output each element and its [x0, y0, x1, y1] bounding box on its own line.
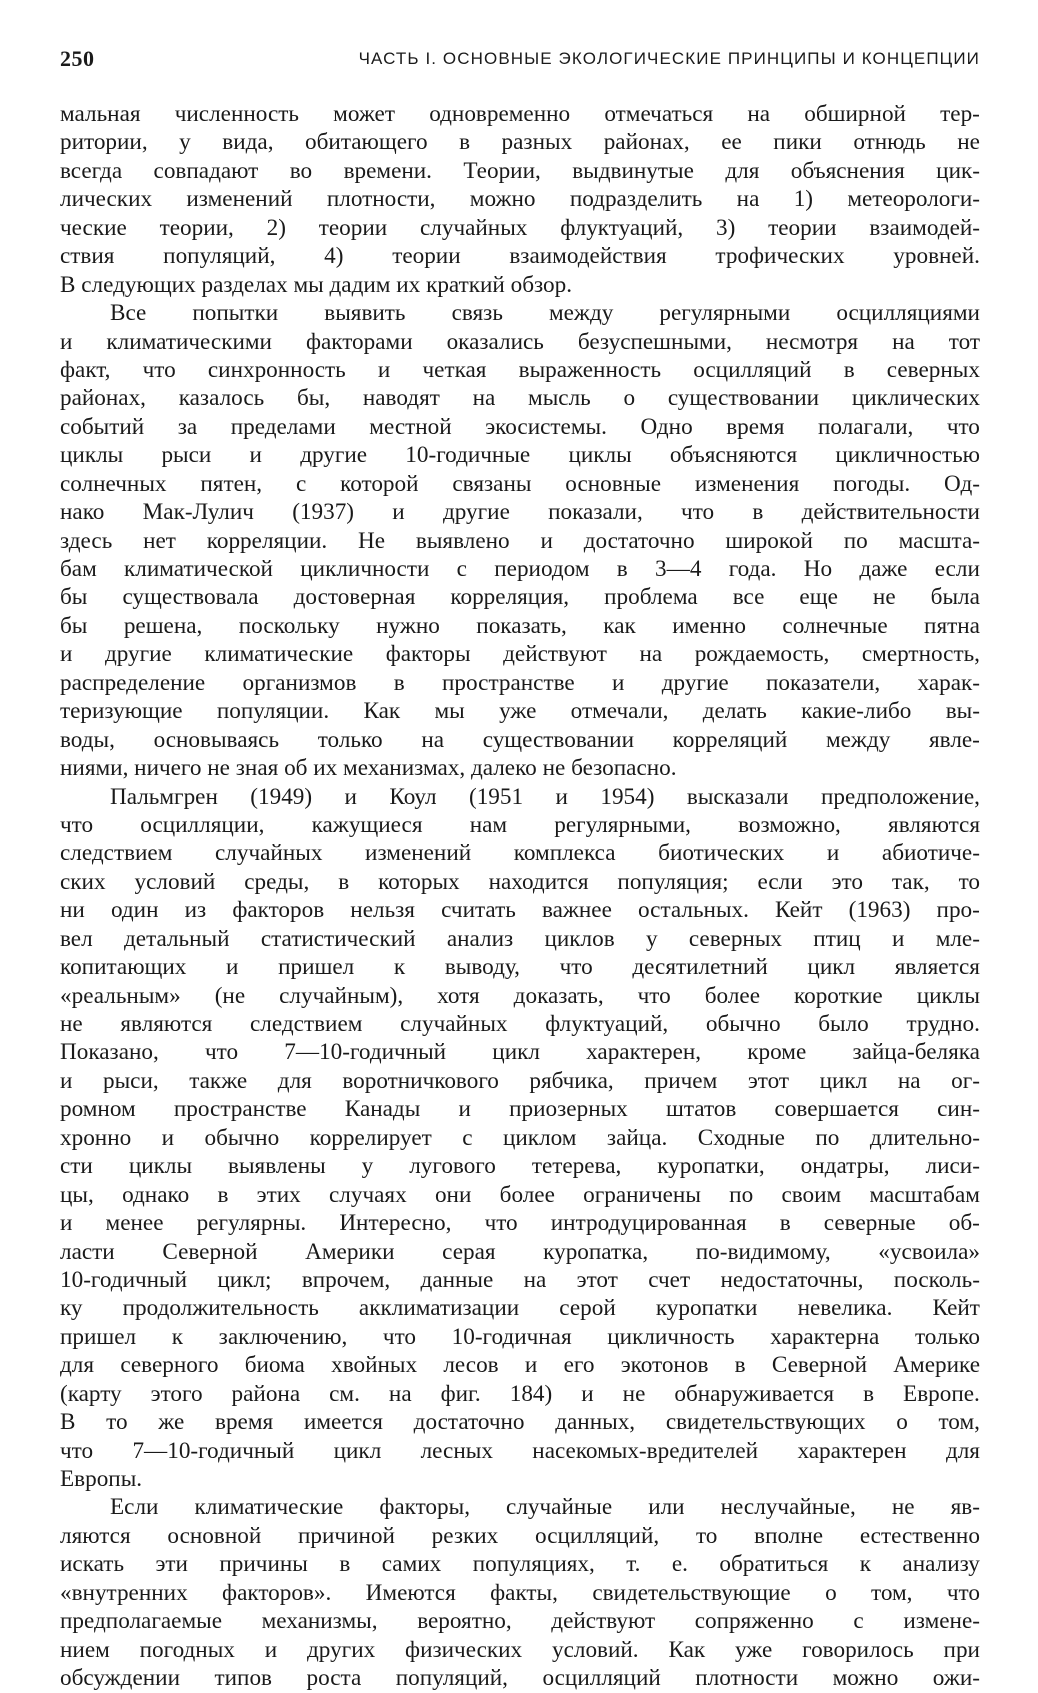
text-line: Показано, что 7—10-годичный цикл характерен, кроме зайца-беляка — [60, 1039, 980, 1066]
text-line: ниями, ничего не зная об их механизмах, далеко не безопасно. — [60, 755, 677, 782]
text-line: В следующих разделах мы дадим их краткий обзор. — [60, 271, 573, 298]
text-line: 10-годичный цикл; впрочем, данные на этот счет недостаточны, посколь- — [60, 1266, 980, 1293]
text-line: не являются следствием случайных флуктуаций, обычно было трудно. — [60, 1011, 980, 1037]
text-line: Европы. — [60, 1466, 143, 1492]
text-line: вел детальный статистический анализ циклов у северных птиц и мле- — [60, 925, 980, 952]
text-line: Пальмгрен (1949) и Коул (1951 и 1954) высказали предположение, — [110, 783, 980, 810]
text-line: ку продолжительность акклиматизации серой куропатки невелика. Кейт — [60, 1295, 980, 1322]
section-title: ЧАСТЬ I. ОСНОВНЫЕ ЭКОЛОГИЧЕСКИЕ ПРИНЦИПЫ И КОНЦЕПЦИИ — [358, 49, 980, 68]
text-line: и климатическими факторами оказались безуспешными, несмотря на тот — [60, 328, 980, 355]
text-line: что осцилляции, кажущиеся нам регулярными, возможно, являются — [60, 811, 980, 838]
running-head — [60, 46, 980, 80]
text-line: для северного биома хвойных лесов и его экотонов в Северной Америке — [60, 1352, 980, 1379]
text-line: теризующие популяции. Как мы уже отмечали, делать какие-либо вы- — [60, 698, 980, 725]
page-number: 250 — [60, 46, 95, 71]
text-line: бам климатической цикличности с периодом в 3—4 года. Но даже если — [60, 556, 980, 582]
body-text — [60, 100, 980, 1693]
text-line: факт, что синхронность и четкая выраженность осцилляций в северных — [60, 356, 980, 383]
text-line: ческие теории, 2) теории случайных флуктуаций, 3) теории взаимодей- — [60, 214, 980, 241]
text-line: сти циклы выявлены у лугового тетерева, куропатки, ондатры, лиси- — [60, 1153, 980, 1180]
text-line: «внутренних факторов». Имеются факты, свидетельствующие о том, что — [60, 1579, 980, 1606]
text-line: Если климатические факторы, случайные или неслучайные, не яв- — [110, 1494, 980, 1521]
text-line: ритории, у вида, обитающего в разных районах, ее пики отнюдь не — [60, 129, 980, 156]
text-line: копитающих и пришел к выводу, что десятилетний цикл является — [60, 954, 980, 981]
text-line: мальная численность может одновременно отмечаться на обширной тер- — [60, 101, 980, 127]
text-line: В то же время имеется достаточно данных, свидетельствующих о том, — [60, 1409, 980, 1436]
text-line: нако Мак-Лулич (1937) и другие показали, что в действительности — [60, 499, 980, 526]
text-line: лических изменений плотности, можно подразделить на 1) метеорологи- — [60, 186, 980, 213]
text-line: ромном пространстве Канады и приозерных штатов совершается син- — [60, 1096, 980, 1123]
text-line: распределение организмов в пространстве и другие показатели, харак- — [60, 669, 980, 696]
text-line: ствия популяций, 4) теории взаимодействия трофических уровней. — [60, 243, 980, 270]
text-line: искать эти причины в самих популяциях, т. е. обратиться к анализу — [60, 1551, 980, 1578]
text-line: ласти Северной Америки серая куропатка, по-видимому, «усвоила» — [60, 1238, 980, 1265]
text-line: цы, однако в этих случаях они более ограничены по своим масштабам — [60, 1181, 980, 1208]
text-line: всегда совпадают во времени. Теории, выдвинутые для объяснения цик- — [60, 157, 980, 184]
text-line: обсуждении типов роста популяций, осцилляций плотности можно ожи- — [60, 1665, 980, 1692]
text-line: предполагаемые механизмы, вероятно, действуют сопряженно с измене- — [60, 1608, 980, 1635]
text-line: ни один из факторов нельзя считать важнее остальных. Кейт (1963) про- — [60, 897, 980, 924]
text-line: районах, казалось бы, наводят на мысль о существовании циклических — [60, 385, 980, 412]
text-line: Все попытки выявить связь между регулярными осцилляциями — [110, 300, 980, 327]
text-line: здесь нет корреляции. Не выявлено и достаточно широкой по масшта- — [60, 527, 980, 554]
text-line: и рыси, также для воротничкового рябчика, причем этот цикл на ог- — [60, 1067, 980, 1094]
text-line: воды, основываясь только на существовании корреляций между явле- — [60, 726, 980, 753]
text-line: нием погодных и других физических условий. Как уже говорилось при — [60, 1636, 980, 1663]
text-line: событий за пределами местной экосистемы. Одно время полагали, что — [60, 413, 980, 440]
text-line: ляются основной причиной резких осцилляций, то вполне естественно — [60, 1522, 980, 1549]
text-line: хронно и обычно коррелирует с циклом зайца. Сходные по длительно- — [60, 1124, 980, 1151]
text-line: бы решена, поскольку нужно показать, как именно солнечные пятна — [60, 612, 980, 639]
text-line: что 7—10-годичный цикл лесных насекомых-вредителей характерен для — [60, 1437, 980, 1464]
text-line: и другие климатические факторы действуют на рождаемость, смертность, — [60, 641, 980, 668]
text-line: бы существовала достоверная корреляция, проблема все еще не была — [60, 584, 980, 611]
text-line: (карту этого района см. на фиг. 184) и не обнаруживается в Европе. — [60, 1380, 980, 1407]
text-line: следствием случайных изменений комплекса биотических и абиотиче- — [60, 840, 980, 867]
text-line: солнечных пятен, с которой связаны основные изменения погоды. Од- — [60, 470, 980, 497]
text-line: «реальным» (не случайным), хотя доказать, что более короткие циклы — [60, 982, 980, 1009]
text-line: пришел к заключению, что 10-годичная цикличность характерна только — [60, 1323, 980, 1350]
text-line: циклы рыси и другие 10-годичные циклы объясняются цикличностью — [60, 442, 980, 469]
text-line: и менее регулярны. Интересно, что интродуцированная в северные об- — [60, 1210, 980, 1237]
text-line: ских условий среды, в которых находится популяция; если это так, то — [60, 868, 980, 895]
